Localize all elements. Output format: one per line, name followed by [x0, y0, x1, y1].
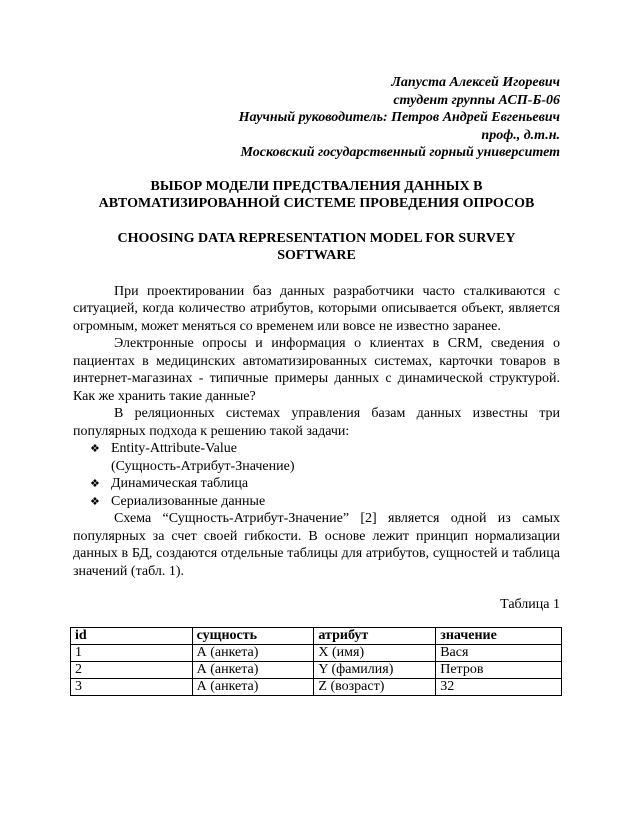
title-russian [73, 178, 560, 213]
diamond-bullet-icon: ❖ [90, 495, 100, 508]
cell-value: Петров [436, 661, 562, 678]
list-item-label: Динамическая таблица [111, 476, 249, 491]
cell-value: Вася [436, 644, 562, 661]
cell-id: 1 [71, 644, 193, 661]
table-row [71, 678, 562, 695]
cell-entity: А (анкета) [192, 644, 314, 661]
author-block [73, 74, 560, 162]
title-en-line1: CHOOSING DATA REPRESENTATION MODEL FOR SURVEY [117, 230, 516, 246]
header-attribute: атрибут [314, 627, 436, 644]
cell-entity: А (анкета) [192, 661, 314, 678]
title-ru-line2: АВТОМАТИЗИРОВАННОЙ СИСТЕМЕ ПРОВЕДЕНИЯ ОПРОСОВ [98, 196, 535, 211]
author-position: студент группы АСП-Б-06 [393, 92, 560, 108]
header-value: значение [436, 627, 562, 644]
cell-attribute: Z (возраст) [314, 678, 436, 695]
eav-table [70, 627, 562, 696]
cell-value: 32 [436, 678, 562, 695]
list-item [73, 493, 560, 511]
header-id: id [71, 627, 193, 644]
table-row [71, 661, 562, 678]
cell-attribute: X (имя) [314, 644, 436, 661]
title-en-line2: SOFTWARE [277, 248, 356, 263]
approach-list [73, 440, 560, 458]
diamond-bullet-icon: ❖ [90, 443, 100, 455]
list-item-label: Сериализованные данные [111, 493, 266, 509]
supervisor-degree: проф., д.т.н. [481, 127, 560, 143]
list-item-label: Entity-Attribute-Value [111, 441, 237, 456]
approach-list-cont [73, 475, 560, 510]
title-ru-line1: ВЫБОР МОДЕЛИ ПРЕДСТВАЛЕНИЯ ДАННЫХ В [150, 178, 483, 194]
cell-attribute: Y (фамилия) [314, 661, 436, 678]
table-header-row [71, 627, 562, 644]
header-entity: сущность [192, 627, 314, 644]
table-caption: Таблица 1 [500, 597, 560, 612]
document-page [73, 74, 560, 696]
paragraph-2: Электронные опросы и информация о клиентах в CRM, сведения о пациентах в медицинских автоматизированных системах, карточки товаров в интернет-магазинах - типичные примеры данных с динамической структурой. Как же хранить такие данные? [73, 336, 560, 404]
university: Московский государственный горный университет [240, 145, 560, 160]
cell-id: 2 [71, 661, 193, 678]
list-item [73, 440, 560, 458]
cell-id: 3 [71, 678, 193, 695]
list-item [73, 475, 560, 493]
author-name: Лапуста Алексей Игоревич [391, 75, 560, 90]
list-item-subtitle: (Сущность-Атрибут-Значение) [111, 458, 295, 474]
title-english [73, 230, 560, 265]
diamond-bullet-icon: ❖ [90, 478, 100, 490]
paragraph-3: В реляционных системах управления базам данных известны три популярных подхода к решению такой задачи: [73, 406, 560, 439]
paragraph-1: При проектировании баз данных разработчики часто сталкиваются с ситуацией, когда количество атрибутов, которыми описывается объект, является огромным, может меняться со временем или вовсе не известно заранее. [73, 283, 560, 334]
paragraph-4: Схема “Сущность-Атрибут-Значение” [2] является одной из самых популярных за счет своей гибкости. В основе лежит принцип нормализации данных в БД, создаются отдельные таблицы для атрибутов, сущностей и таблица значений (табл. 1). [73, 511, 560, 579]
table-row [71, 644, 562, 661]
supervisor: Научный руководитель: Петров Андрей Евгеньевич [238, 110, 560, 125]
cell-entity: А (анкета) [192, 678, 314, 695]
